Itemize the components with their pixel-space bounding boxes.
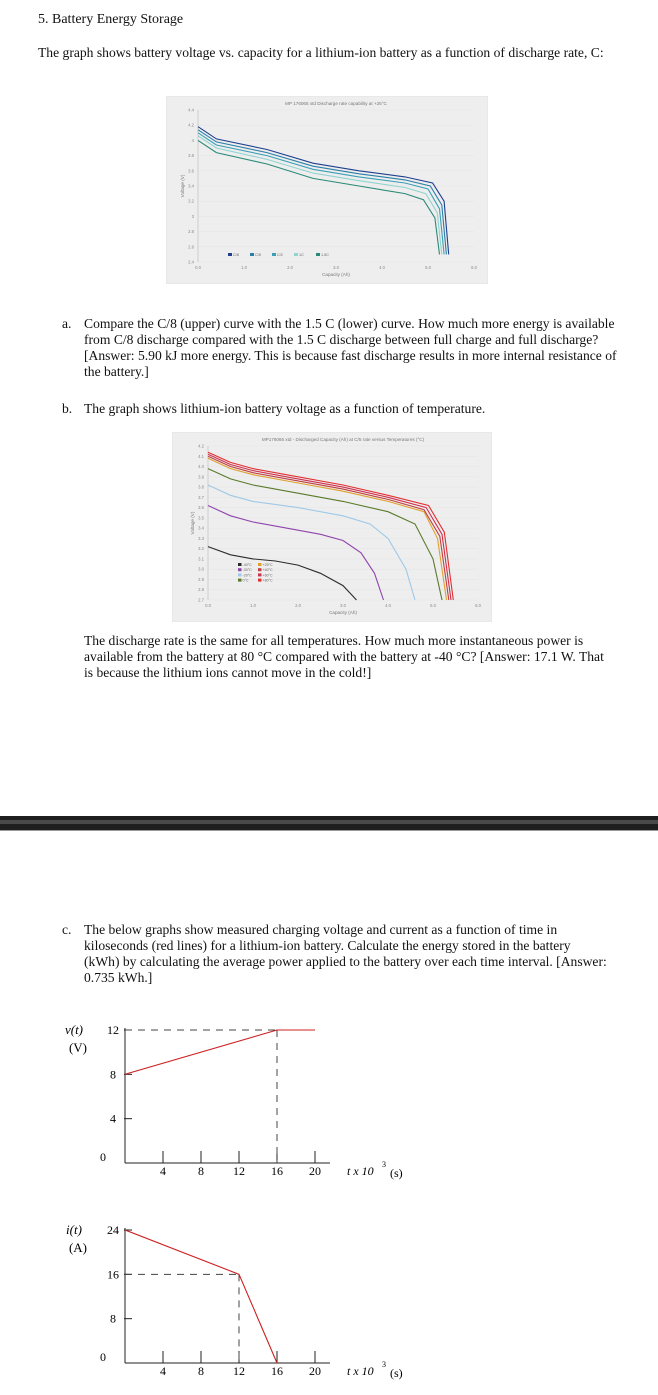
- x-tick-label: 8: [198, 1164, 204, 1178]
- y-tick-label: 3.9: [198, 474, 204, 480]
- y-axis-label: Voltage (V): [190, 511, 195, 535]
- y-tick-label: 4.4: [188, 107, 194, 113]
- y-tick-label: 2.9: [198, 576, 204, 582]
- y-tick-label: 4: [191, 137, 194, 143]
- legend-swatch: [316, 253, 320, 256]
- intro-paragraph: The graph shows battery voltage vs. capacity for a lithium-ion battery as a function of discharge rate, C:: [38, 45, 604, 60]
- y-axis-label: i(t): [66, 1222, 82, 1237]
- legend-label: C/8: [233, 253, 239, 257]
- x-tick-label: 16: [271, 1364, 283, 1378]
- x-axis-exponent: 3: [382, 1160, 386, 1169]
- discharge-rate-chart-svg: [166, 96, 488, 284]
- page-divider-inner: [0, 820, 658, 824]
- series-line-0: [125, 1230, 277, 1363]
- y-tick-label: 3.6: [198, 505, 204, 511]
- x-tick-label: 12: [233, 1364, 245, 1378]
- x-tick-label: 8: [198, 1364, 204, 1378]
- x-tick-label: 4: [160, 1364, 166, 1378]
- legend-label: +80°C: [262, 578, 273, 583]
- temperature-chart-svg: [172, 432, 492, 622]
- y-tick-label: 4: [110, 1111, 116, 1126]
- x-tick-label: 0.0: [205, 603, 211, 608]
- y-tick-label: 3.4: [198, 525, 204, 531]
- legend-swatch: [228, 253, 232, 256]
- chart-title: MP176065 xtd - Discharged Capacity (Ah) at C/5 rate versus Temperatures (°C): [261, 437, 425, 442]
- voltage-time-chart-svg: [40, 1015, 440, 1190]
- x-tick-label: 20: [309, 1364, 321, 1378]
- question-c-letter: c.: [62, 922, 72, 937]
- x-tick-label: 1.0: [241, 265, 247, 270]
- legend-swatch: [258, 568, 262, 571]
- x-tick-label: 20: [309, 1164, 321, 1178]
- legend-swatch: [294, 253, 298, 256]
- y-tick-label: 24: [107, 1223, 119, 1237]
- legend-label: 1.5C: [321, 253, 330, 257]
- y-tick-label: 3.2: [198, 546, 204, 552]
- legend-label: 1C: [299, 253, 304, 257]
- legend-swatch: [238, 563, 242, 566]
- page-divider-edge: [0, 830, 658, 831]
- legend-label: +25°C: [262, 563, 273, 567]
- temperature-chart: [172, 432, 492, 622]
- y-tick-label: 3.4: [188, 183, 194, 189]
- x-tick-label: 0.0: [195, 265, 201, 270]
- question-a-letter: a.: [62, 316, 72, 331]
- current-time-chart-svg: [40, 1215, 440, 1390]
- y-tick-label: 2.4: [188, 259, 194, 265]
- current-time-chart: [40, 1215, 440, 1390]
- legend-swatch: [238, 573, 242, 576]
- series-line-0: [125, 1030, 315, 1074]
- chart-title: MP 176065 xtd Discharge rate capability at +25°C: [285, 101, 387, 106]
- y-tick-label: 3.0: [198, 566, 204, 572]
- x-tick-label: 16: [271, 1164, 283, 1178]
- question-b-text: The graph shows lithium-ion battery voltage as a function of temperature.: [84, 401, 486, 416]
- legend-label: -20°C: [242, 573, 252, 578]
- x-tick-label: 2.0: [295, 603, 301, 608]
- x-axis-unit: (s): [390, 1166, 403, 1180]
- x-axis-label: t x 10: [347, 1364, 374, 1378]
- legend-label: -30°C: [242, 568, 252, 573]
- y-tick-label: 8: [110, 1311, 116, 1326]
- y-tick-label: 4.2: [198, 443, 204, 449]
- legend-swatch: [238, 568, 242, 571]
- y-tick-label: 12: [107, 1023, 119, 1037]
- y-tick-label: 8: [110, 1067, 116, 1082]
- question-b-followup: The discharge rate is the same for all temperatures. How much more instantaneous power is available from the battery at 80 °C compared with the battery at -40 °C? [Answer: 17.1 W. That is because the lithium ions cannot move in the cold!]: [84, 633, 604, 680]
- legend-label: 0°C: [242, 578, 249, 583]
- x-tick-label: 5.0: [430, 603, 436, 608]
- legend-swatch: [272, 253, 276, 256]
- x-axis-exponent: 3: [382, 1360, 386, 1369]
- x-axis-label: Capacity (Ah): [322, 272, 350, 277]
- legend-swatch: [258, 573, 262, 576]
- y-tick-label: 3.7: [198, 494, 204, 500]
- legend-swatch: [258, 579, 262, 582]
- voltage-time-chart: [40, 1015, 440, 1190]
- y-tick-label: 2.8: [188, 229, 194, 235]
- y-axis-label: Voltage (V): [180, 174, 185, 198]
- y-tick-label: 3.5: [198, 515, 204, 521]
- y-tick-label: 0: [100, 1350, 106, 1364]
- legend-swatch: [250, 253, 254, 256]
- y-axis-unit: (A): [68, 1240, 88, 1255]
- legend-label: C/2: [277, 253, 283, 257]
- y-tick-label: 16: [107, 1267, 119, 1282]
- y-tick-label: 0: [100, 1150, 106, 1164]
- legend-swatch: [238, 579, 242, 582]
- y-tick-label: 2.7: [198, 597, 204, 603]
- y-axis-label: v(t): [64, 1022, 84, 1037]
- question-a-text: Compare the C/8 (upper) curve with the 1.5 C (lower) curve. How much more energy is available from C/8 discharge compared with the 1.5 C discharge between full charge and full discharge? [Answer: 5.90 kJ more energy. This is because fast discharge results in more internal resistance of the battery.]: [84, 316, 617, 379]
- y-tick-label: 3: [191, 213, 194, 219]
- y-axis-unit: (V): [68, 1040, 88, 1055]
- chart-background: [172, 432, 492, 622]
- y-tick-label: 3.8: [198, 484, 204, 490]
- x-tick-label: 12: [233, 1164, 245, 1178]
- x-tick-label: 3.0: [333, 265, 339, 270]
- y-tick-label: 3.1: [198, 556, 204, 562]
- legend-label: C/5: [255, 253, 261, 257]
- y-tick-label: 4.2: [188, 122, 194, 128]
- y-tick-label: 4.0: [198, 464, 204, 470]
- legend-label: -40°C: [242, 563, 252, 567]
- x-axis-unit: (s): [390, 1366, 403, 1380]
- x-tick-label: 1.0: [250, 603, 256, 608]
- x-tick-label: 5.0: [425, 265, 431, 270]
- x-tick-label: 6.0: [471, 265, 477, 270]
- x-axis-label: t x 10: [347, 1164, 374, 1178]
- x-tick-label: 4.0: [379, 265, 385, 270]
- legend-label: +40°C: [262, 568, 273, 573]
- y-tick-label: 2.6: [188, 244, 194, 250]
- x-tick-label: 3.0: [340, 603, 346, 608]
- legend-label: +60°C: [262, 573, 273, 578]
- x-tick-label: 4: [160, 1164, 166, 1178]
- y-tick-label: 3.6: [188, 168, 194, 174]
- question-c-text: The below graphs show measured charging voltage and current as a function of time in kiloseconds (red lines) for a lithium-ion battery. Calculate the energy stored in the battery (kWh) by calculating the average power applied to the battery over each time interval. [Answer: 0.735 kWh.]: [84, 922, 607, 985]
- y-tick-label: 3.8: [188, 153, 194, 159]
- y-tick-label: 4.1: [198, 453, 204, 459]
- problem-title: 5. Battery Energy Storage: [38, 12, 184, 27]
- legend-swatch: [258, 563, 262, 566]
- x-tick-label: 6.0: [475, 603, 481, 608]
- y-tick-label: 3.2: [188, 198, 194, 204]
- discharge-rate-chart: [166, 96, 488, 284]
- y-tick-label: 3.3: [198, 535, 204, 541]
- y-tick-label: 2.8: [198, 587, 204, 593]
- x-axis-label: Capacity (Ah): [329, 610, 357, 615]
- x-tick-label: 4.0: [385, 603, 391, 608]
- x-tick-label: 2.0: [287, 265, 293, 270]
- question-b-letter: b.: [62, 401, 73, 416]
